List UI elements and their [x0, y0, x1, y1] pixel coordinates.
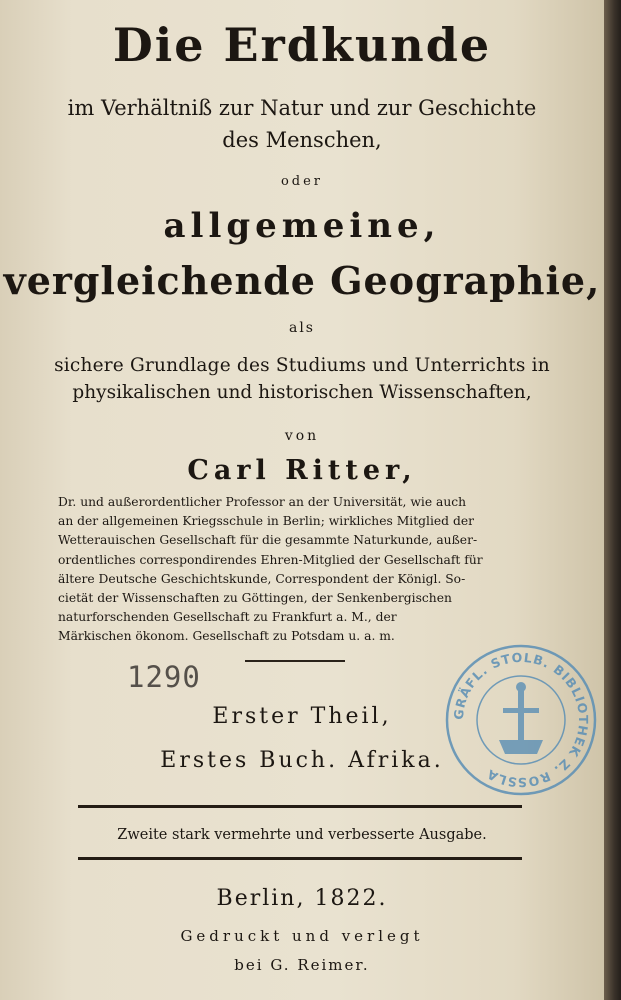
book-label: Erstes Buch. Afrika. — [160, 748, 444, 773]
imprint-place-year: Berlin, 1822. — [216, 886, 388, 911]
lower-rule — [78, 857, 522, 860]
upper-rule — [78, 805, 522, 808]
purpose-line-2: physikalischen und historischen Wissenschaften, — [72, 382, 532, 403]
alt-title-vergleichende: vergleichende Geographie, — [3, 258, 601, 303]
author-description-line: ordentliches correspondirendes Ehren-Mitglied der Gesellschaft für — [58, 552, 483, 567]
part-label: Erster Theil, — [212, 704, 392, 729]
conjunction-als: als — [288, 320, 315, 336]
subtitle-line-1: im Verhältniß zur Natur und zur Geschichte — [67, 96, 537, 120]
author-name: Carl Ritter, — [187, 455, 417, 486]
conjunction-oder: oder — [280, 174, 324, 189]
book-title: Die Erdkunde — [112, 18, 492, 72]
subtitle-line-2: des Menschen, — [222, 128, 382, 152]
author-description-line: naturforschenden Gesellschaft zu Frankfurt a. M., der — [58, 610, 397, 625]
author-description-line: Märkischen ökonom. Gesellschaft zu Potsdam u. a. m. — [58, 629, 395, 644]
author-description — [58, 493, 544, 647]
stag-emblem-icon — [499, 682, 543, 754]
author-description-line: cietät der Wissenschaften zu Göttingen, der Senkenbergischen — [58, 591, 452, 606]
imprint-publisher: bei G. Reimer. — [234, 956, 370, 974]
stamp-text: GRÄFL. STOLB. BIBLIOTHEK Z. ROSSLA — [450, 649, 592, 791]
author-description-line: Wetterauischen Gesellschaft für die gesammte Naturkunde, außer- — [58, 533, 478, 548]
author-description-line: Dr. und außerordentlicher Professor an der Universität, wie auch — [58, 495, 467, 509]
shelf-number: 1290 — [127, 660, 201, 694]
purpose-line-1: sichere Grundlage des Studiums und Unterrichts in — [54, 355, 550, 376]
preposition-von: von — [284, 428, 320, 444]
author-description-line: an der allgemeinen Kriegsschule in Berlin; wirkliches Mitglied der — [58, 514, 474, 529]
alt-title-allgemeine: allgemeine, — [163, 206, 441, 246]
book-spine-edge — [604, 0, 621, 1000]
author-description-line: ältere Deutsche Geschichtskunde, Correspondent der Königl. So- — [58, 571, 466, 586]
short-divider — [245, 660, 345, 662]
edition-statement: Zweite stark vermehrte und verbesserte Ausgabe. — [117, 827, 487, 843]
imprint-printed-by: Gedruckt und verlegt — [180, 927, 424, 945]
library-stamp — [441, 640, 601, 800]
